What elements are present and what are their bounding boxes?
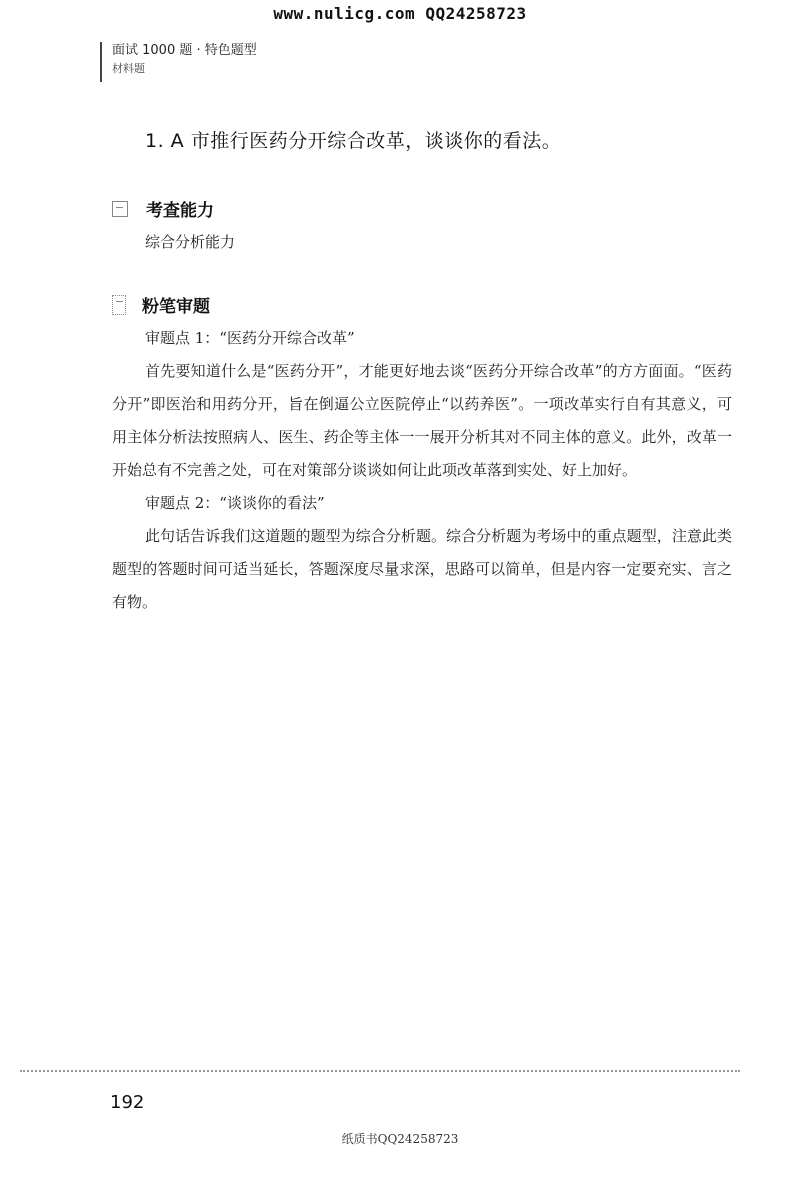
point1-text: 首先要知道什么是“医药分开”，才能更好地去谈“医药分开综合改革”的方方面面。“医药分开”即医治和用药分开，旨在倒逼公立医院停止“以药养医”。一项改革实行自有其意义，可用主体分析法按照病人、医生、药企等主体一一展开分析其对不同主体的意义。此外，改革一开始总有不完善之处，可在对策部分谈谈如何让此项改革落到实处、好上加好。 bbox=[112, 362, 732, 479]
header-subtitle: 材料题 bbox=[112, 62, 145, 75]
point1-title: 审题点 1：“医药分开综合改革” bbox=[145, 329, 355, 347]
ability-text: 综合分析能力 bbox=[145, 233, 236, 251]
review-body bbox=[112, 322, 732, 619]
bottom-watermark: 纸质书QQ24258723 bbox=[341, 1132, 459, 1146]
question-text: 1. A 市推行医药分开综合改革，谈谈你的看法。 bbox=[145, 130, 562, 152]
footer-divider bbox=[20, 1070, 740, 1074]
review-heading-label: 粉笔审题 bbox=[142, 297, 210, 317]
running-header bbox=[100, 42, 257, 82]
header-title: 面试 1000 题 · 特色题型 bbox=[112, 43, 257, 58]
ability-section-heading bbox=[112, 196, 214, 221]
ability-text-block bbox=[112, 226, 732, 259]
target-icon bbox=[112, 201, 128, 217]
review-section-heading bbox=[112, 292, 210, 317]
ability-heading-label: 考查能力 bbox=[146, 201, 214, 221]
point2-text: 此句话告诉我们这道题的题型为综合分析题。综合分析题为考场中的重点题型，注意此类题型的答题时间可适当延长，答题深度尽量求深，思路可以简单，但是内容一定要充实、言之有物。 bbox=[112, 527, 732, 611]
page-number: 192 bbox=[110, 1092, 145, 1113]
top-watermark: www.nulicg.com QQ24258723 bbox=[273, 4, 527, 23]
pen-icon bbox=[112, 295, 126, 315]
point2-title: 审题点 2：“谈谈你的看法” bbox=[145, 494, 325, 512]
